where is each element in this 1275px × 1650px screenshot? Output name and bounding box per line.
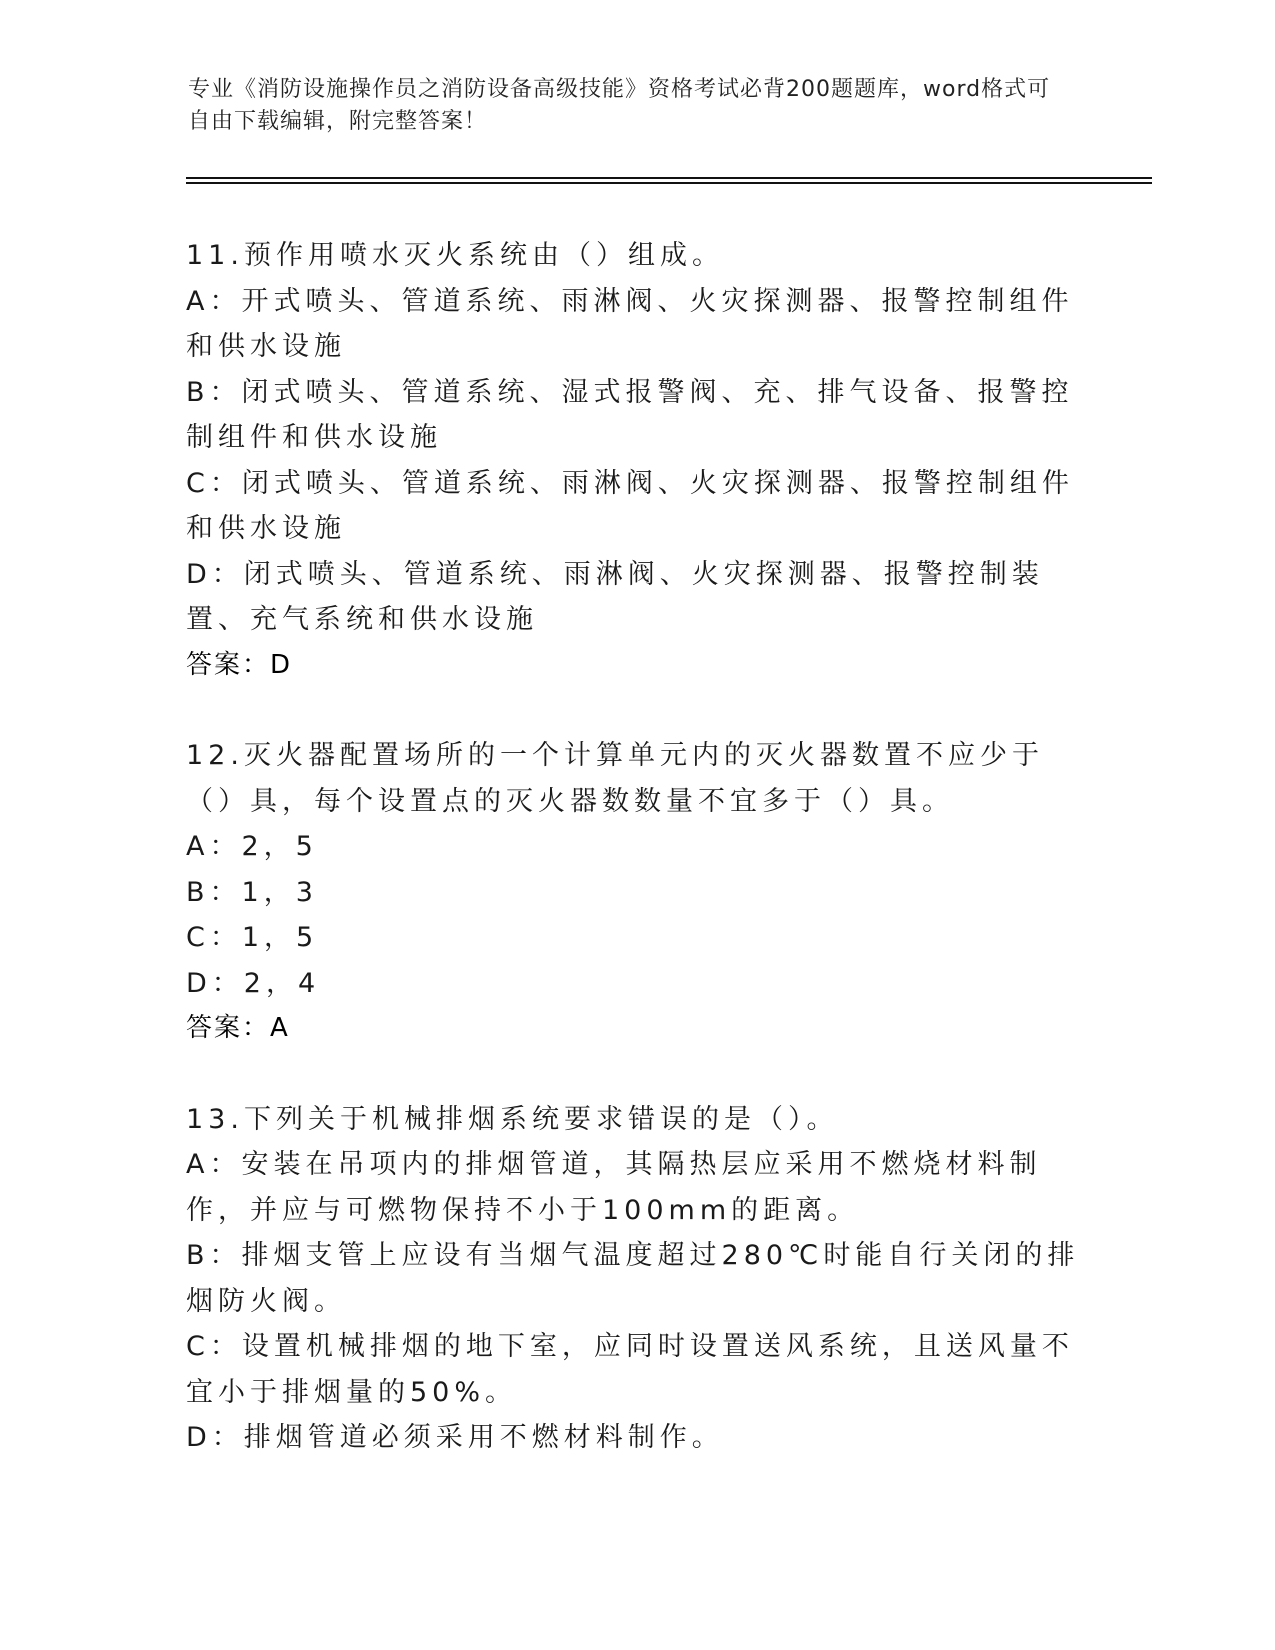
option-c: C：闭式喷头、管道系统、雨淋阀、火灾探测器、报警控制组件和供水设施 xyxy=(186,467,1074,544)
option-d: D：2，4 xyxy=(186,967,321,999)
option-b: B：闭式喷头、管道系统、湿式报警阀、充、排气设备、报警控制组件和供水设施 xyxy=(186,376,1074,453)
option-a: A：开式喷头、管道系统、雨淋阀、火灾探测器、报警控制组件和供水设施 xyxy=(186,285,1074,362)
option-b: B：排烟支管上应设有当烟气温度超过280℃时能自行关闭的排烟防火阀。 xyxy=(186,1240,1080,1317)
option-a: A：2，5 xyxy=(186,831,318,862)
answer-line: 答案：D xyxy=(186,649,293,680)
question-13 xyxy=(186,1097,1086,1461)
header-divider-bottom xyxy=(186,182,1152,184)
question-stem: 11.预作用喷水灭火系统由（）组成。 xyxy=(186,240,724,271)
question-stem: 13.下列关于机械排烟系统要求错误的是（）。 xyxy=(186,1103,839,1135)
option-b: B：1，3 xyxy=(186,876,318,908)
question-stem: 12.灭火器配置场所的一个计算单元内的灭火器数置不应少于（）具，每个设置点的灭火器数数量不宜多于（）具。 xyxy=(186,740,1044,817)
question-12 xyxy=(186,733,1086,1052)
header-divider-top xyxy=(186,177,1152,179)
option-d: D：排烟管道必须采用不燃材料制作。 xyxy=(186,1422,724,1453)
option-c: C：1，5 xyxy=(186,922,319,953)
option-c: C：设置机械排烟的地下室，应同时设置送风系统，且送风量不宜小于排烟量的50%。 xyxy=(186,1331,1074,1408)
answer-line: 答案：A xyxy=(186,1013,290,1043)
question-list xyxy=(186,233,1086,1506)
document-header-text: 专业《消防设施操作员之消防设备高级技能》资格考试必背200题题库，word格式可自由下载编辑，附完整答案！ xyxy=(188,77,1051,134)
option-a: A：安装在吊项内的排烟管道，其隔热层应采用不燃烧材料制作，并应与可燃物保持不小于100mm的距离。 xyxy=(186,1149,1042,1226)
question-11 xyxy=(186,233,1086,688)
option-d: D：闭式喷头、管道系统、雨淋阀、火灾探测器、报警控制装置、充气系统和供水设施 xyxy=(186,558,1044,635)
